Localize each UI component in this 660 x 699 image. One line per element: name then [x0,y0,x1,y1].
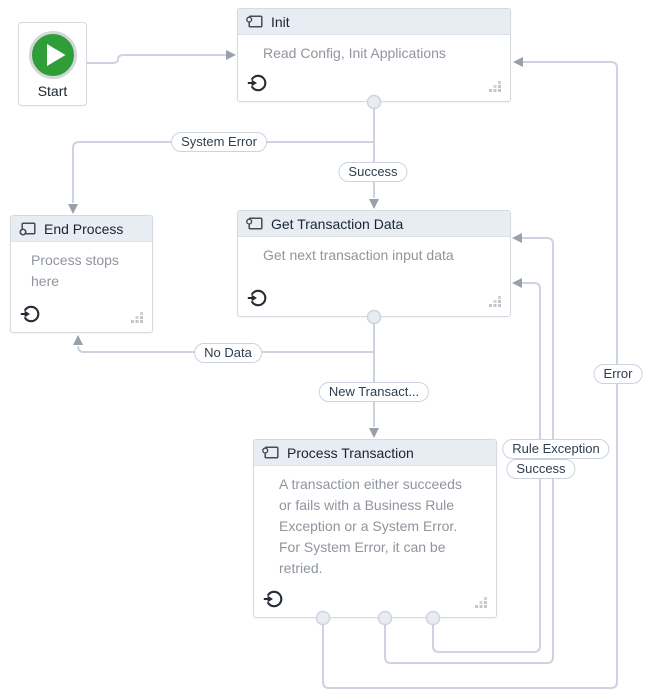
node-pt-header [254,440,496,466]
node-description: Get next transaction input data [263,247,454,263]
arrowhead [73,335,83,345]
activity-window-key-icon [246,15,264,29]
arrowhead [513,57,523,67]
play-icon [28,30,78,80]
resize-grip-icon[interactable] [489,81,501,92]
node-title: Init [271,13,290,30]
edge-label-system-error[interactable]: System Error [171,132,267,152]
replay-run-icon [247,288,267,308]
end-window-icon [19,222,37,236]
activity-window-key-icon [246,217,264,231]
node-init[interactable] [237,8,511,102]
replay-run-icon [20,304,40,324]
arrowhead [512,278,522,288]
node-end-process[interactable] [10,215,153,333]
node-get-transaction-data[interactable] [237,210,511,317]
node-gtd-header [238,211,510,237]
node-title: End Process [44,220,124,237]
node-title: Get Transaction Data [271,215,404,232]
activity-window-key-icon [262,446,280,460]
node-description: Read Config, Init Applications [263,45,446,61]
node-end-header [11,216,152,242]
edge-label-success[interactable]: Success [338,162,407,182]
resize-grip-icon[interactable] [131,312,143,323]
node-init-header [238,9,510,35]
edge-label-error[interactable]: Error [594,364,643,384]
resize-grip-icon[interactable] [475,597,487,608]
node-description: A transaction either succeeds or fails with a Business Rule Exception or a System Error. For System Error, it can be retried. [279,476,462,576]
edge-label-rule-exception[interactable]: Rule Exception [502,439,609,459]
arrowhead [68,204,78,214]
start-label: Start [37,83,68,99]
resize-grip-icon[interactable] [489,296,501,307]
node-title: Process Transaction [287,444,414,461]
arrowhead [512,233,522,243]
node-description: Process stops here [31,252,119,289]
edge-label-success-return[interactable]: Success [506,459,575,479]
arrowhead [369,428,379,438]
arrowhead [369,199,379,209]
start-node[interactable] [18,22,87,106]
edge-label-new-transaction[interactable]: New Transact... [319,382,429,402]
replay-run-icon [247,73,267,93]
arrowhead [226,50,236,60]
replay-run-icon [263,589,283,609]
wire-start-to-init[interactable] [86,55,226,63]
edge-label-no-data[interactable]: No Data [194,343,262,363]
node-process-transaction[interactable] [253,439,497,618]
